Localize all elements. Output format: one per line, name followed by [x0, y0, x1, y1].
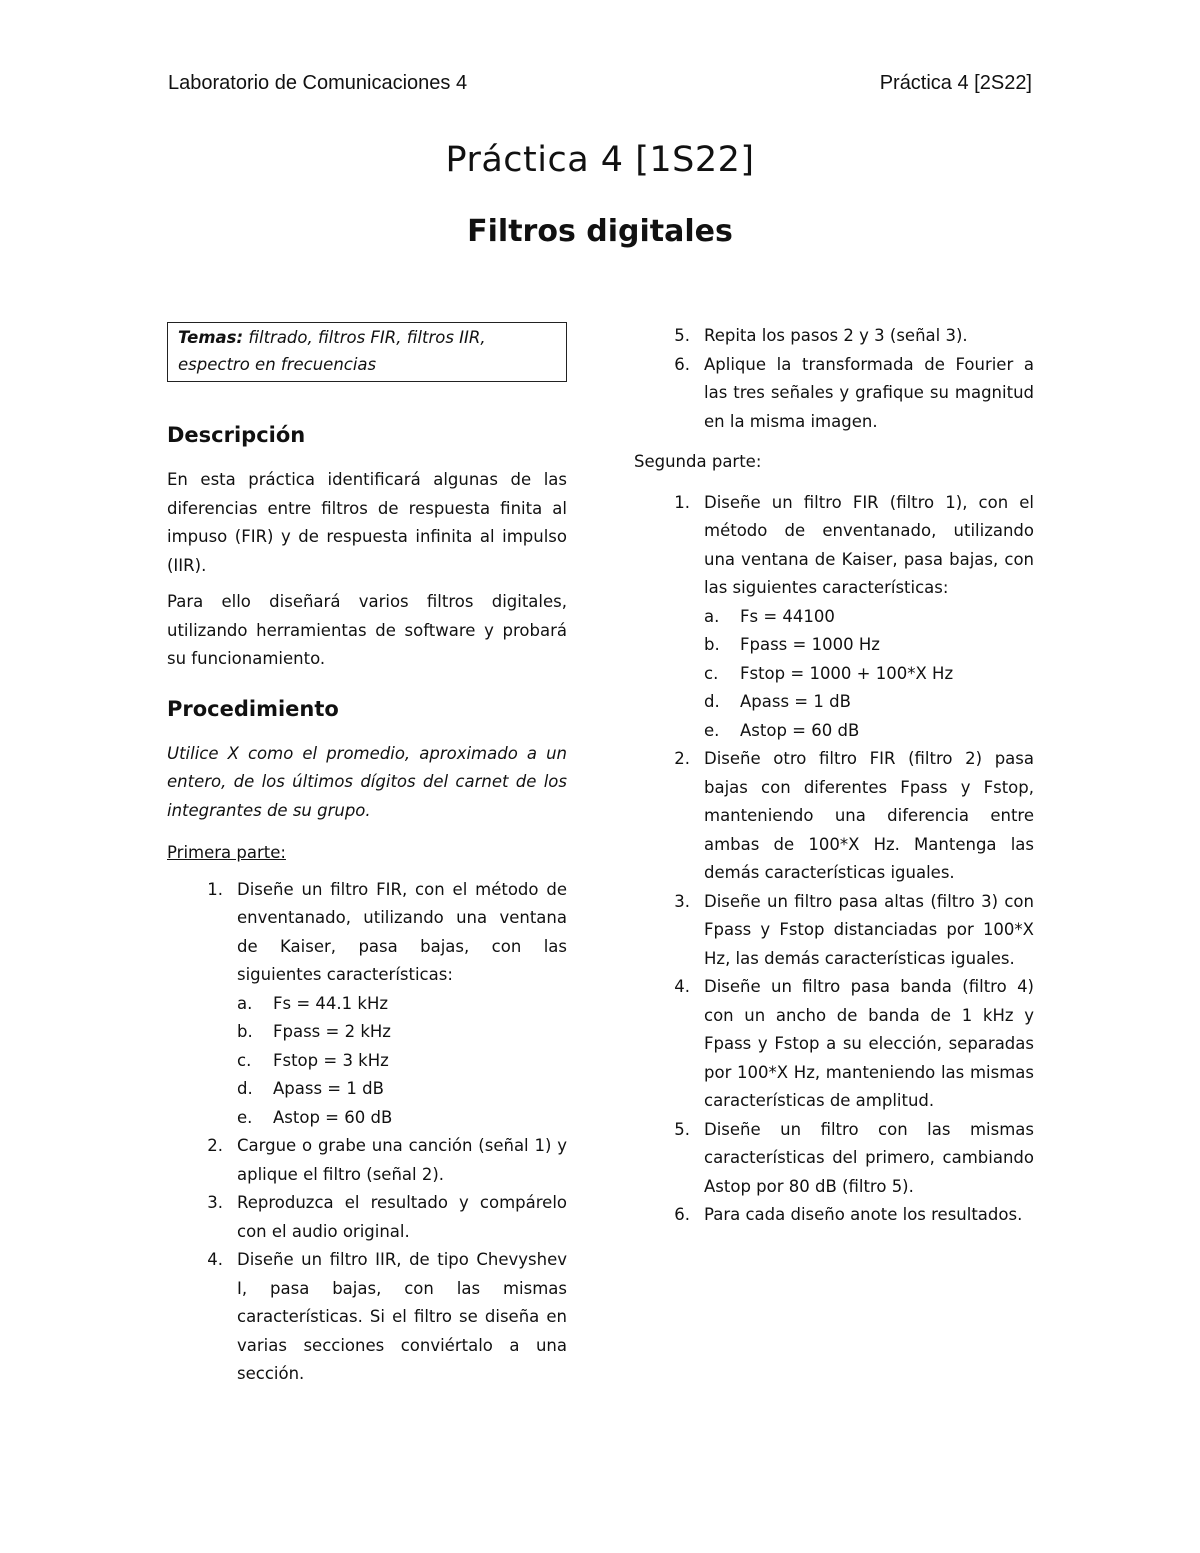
right-column — [634, 322, 1034, 1230]
spec-item-letter: e. — [237, 1107, 253, 1127]
spec-item-letter: a. — [704, 606, 720, 626]
list-item — [634, 888, 1034, 974]
spec-item-text: Astop = 60 dB — [740, 720, 860, 740]
spec-item — [237, 1047, 567, 1076]
spec-item-letter: b. — [237, 1022, 253, 1041]
list-item-number: 6. — [674, 354, 690, 374]
procedure-heading: Procedimiento — [167, 696, 339, 721]
spec-item — [704, 688, 1034, 717]
header-left: Laboratorio de Comunicaciones 4 — [168, 72, 468, 94]
spec-item — [704, 717, 1034, 746]
list-item-text: Cargue o grabe una canción (señal 1) y aplique el filtro (señal 2). — [237, 1136, 567, 1184]
list-item-number: 3. — [207, 1193, 223, 1212]
topics-box — [167, 322, 567, 382]
spec-item-text: Fs = 44.1 kHz — [273, 993, 389, 1013]
list-item-number: 2. — [207, 1136, 223, 1155]
description-paragraph-2: Para ello diseñará varios filtros digitales, utilizando herramientas de software y probará su funcionamiento. — [167, 592, 567, 668]
spec-item — [237, 990, 567, 1019]
document-subtitle: Filtros digitales — [467, 214, 733, 249]
list-item-text: Diseñe otro filtro FIR (filtro 2) pasa bajas con diferentes Fpass y Fstop, manteniendo una diferencia entre ambas de 100*X Hz. Mantenga las demás características iguales. — [704, 749, 1034, 882]
spec-item — [237, 1018, 567, 1047]
topics-label: Temas: — [178, 328, 244, 347]
part1-steps — [167, 876, 567, 1389]
spec-item-letter: b. — [704, 635, 720, 654]
description-paragraph-1: En esta práctica identificará algunas de las diferencias entre filtros de respuesta finita al impuso (FIR) y de respuesta infinita al impulso (IIR). — [167, 470, 567, 575]
list-item — [634, 1201, 1034, 1230]
part2-steps — [634, 489, 1034, 1230]
list-item-number: 2. — [674, 749, 690, 768]
list-item-number: 3. — [674, 891, 690, 911]
part1-title-text: Primera parte: — [167, 843, 286, 862]
list-item-number: 1. — [207, 879, 223, 899]
list-item-text: Reproduzca el resultado y compárelo con el audio original. — [237, 1193, 567, 1241]
spec-item — [237, 1104, 567, 1133]
list-item-number: 4. — [674, 977, 690, 996]
spec-item-letter: c. — [704, 663, 719, 683]
part2-title: Segunda parte: — [634, 452, 762, 471]
list-item-text: Diseñe un filtro con las mismas características del primero, cambiando Astop por 80 dB (filtro 5). — [704, 1119, 1034, 1196]
spec-item — [237, 1075, 567, 1104]
list-item — [634, 1116, 1034, 1202]
spec-item — [704, 660, 1034, 689]
spec-item-text: Apass = 1 dB — [740, 692, 851, 711]
spec-item-text: Fstop = 1000 + 100*X Hz — [740, 663, 954, 683]
spec-item-letter: e. — [704, 720, 720, 740]
spec-item-letter: d. — [237, 1079, 253, 1098]
spec-item-letter: c. — [237, 1050, 252, 1070]
spec-item-text: Apass = 1 dB — [273, 1079, 384, 1098]
list-item — [634, 489, 1034, 746]
spec-item-text: Fpass = 1000 Hz — [740, 635, 880, 654]
list-item-text: Diseñe un filtro pasa banda (filtro 4) con un ancho de banda de 1 kHz y Fpass y Fstop a su elección, separadas por 100*X Hz, manteniendo las mismas características de amplitud. — [704, 977, 1034, 1110]
list-item-number: 5. — [674, 326, 690, 345]
topics-text: filtrado, filtros FIR, filtros IIR, espectro en frecuencias — [178, 328, 486, 374]
list-item-text: Diseñe un filtro FIR (filtro 1), con el método de enventanado, utilizando una ventana de Kaiser, pasa bajas, con las siguientes características: — [704, 492, 1034, 597]
spec-item-letter: d. — [704, 692, 720, 711]
part1-spec-list — [237, 990, 567, 1133]
list-item — [634, 322, 1034, 351]
list-item-text: Diseñe un filtro pasa altas (filtro 3) con Fpass y Fstop distanciadas por 100*X Hz, las demás características iguales. — [704, 891, 1034, 968]
spec-item-text: Astop = 60 dB — [273, 1107, 393, 1127]
spec-item-letter: a. — [237, 993, 253, 1013]
spec-item-text: Fpass = 2 kHz — [273, 1022, 391, 1041]
list-item — [634, 973, 1034, 1116]
list-item-number: 5. — [674, 1119, 690, 1139]
running-header — [168, 72, 1032, 95]
list-item-text: Repita los pasos 2 y 3 (señal 3). — [704, 326, 968, 345]
header-right: Práctica 4 [2S22] — [879, 72, 1032, 94]
list-item-number: 1. — [674, 492, 690, 512]
list-item — [167, 1132, 567, 1189]
list-item-text: Diseñe un filtro IIR, de tipo Chevyshev I, pasa bajas, con las mismas características. Si el filtro se diseña en varias secciones conviértalo a una sección. — [237, 1250, 567, 1383]
list-item — [167, 1189, 567, 1246]
part1-title — [167, 839, 567, 868]
list-item — [167, 876, 567, 1133]
spec-item-text: Fstop = 3 kHz — [273, 1050, 389, 1070]
procedure-note: Utilice X como el promedio, aproximado a un entero, de los últimos dígitos del carnet de los integrantes de su grupo. — [167, 743, 567, 820]
description-heading: Descripción — [167, 423, 306, 447]
part1-steps-continued — [634, 322, 1034, 436]
list-item-number: 4. — [207, 1250, 223, 1269]
list-item-text: Diseñe un filtro FIR, con el método de enventanado, utilizando una ventana de Kaiser, pasa bajas, con las siguientes características: — [237, 879, 567, 984]
list-item — [634, 351, 1034, 437]
left-column — [167, 322, 567, 1389]
list-item-number: 6. — [674, 1205, 690, 1224]
list-item — [167, 1246, 567, 1389]
spec-item — [704, 631, 1034, 660]
list-item-text: Para cada diseño anote los resultados. — [704, 1205, 1023, 1224]
spec-item-text: Fs = 44100 — [740, 606, 835, 626]
list-item-text: Aplique la transformada de Fourier a las tres señales y grafique su magnitud en la misma imagen. — [704, 354, 1034, 431]
spec-item — [704, 603, 1034, 632]
part2-spec-list — [704, 603, 1034, 746]
document-title: Práctica 4 [1S22] — [445, 140, 755, 180]
list-item — [634, 745, 1034, 888]
